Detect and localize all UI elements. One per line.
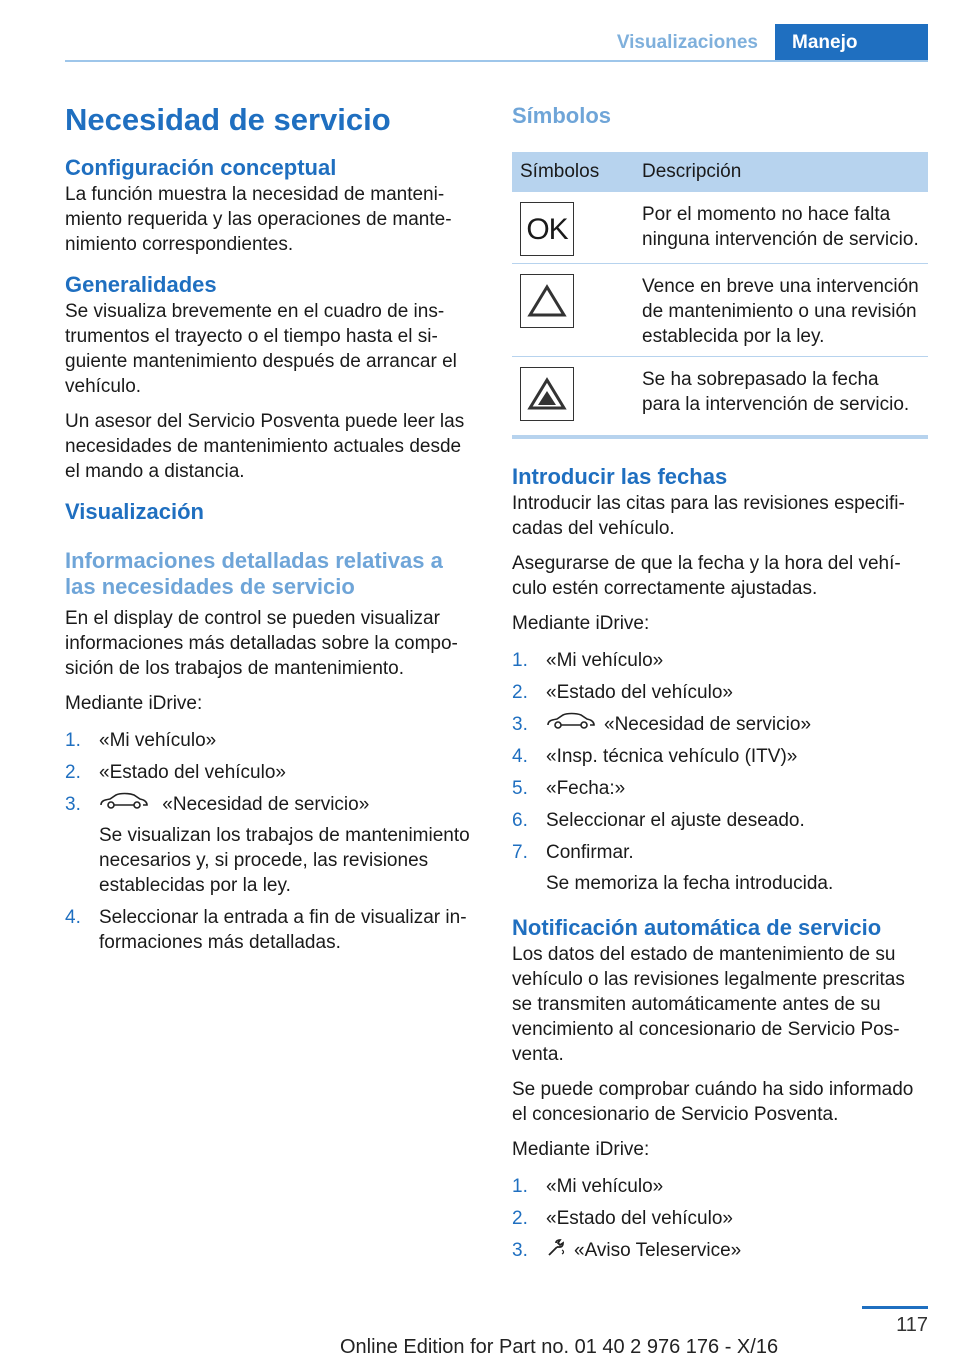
right-column	[512, 96, 928, 1271]
step-number: 5.	[512, 778, 528, 800]
step-number: 1.	[512, 1176, 528, 1198]
step-text: Seleccionar el ajuste deseado.	[546, 810, 805, 832]
symbols-heading: Símbolos	[512, 103, 612, 128]
warning-triangle-icon	[520, 274, 574, 328]
idrive-label-2: Mediante iDrive:	[512, 1139, 650, 1161]
step-text: «Mi vehículo»	[99, 730, 217, 751]
general-text-2: Un asesor del Servicio Posventa puede leer las necesidades de mantenimiento actuales desde el mando a distancia.	[65, 411, 465, 482]
step-number: 3.	[512, 714, 528, 735]
step-subtext: Se memoriza la fecha introducida.	[546, 873, 834, 895]
page-number: 117	[896, 1314, 928, 1336]
step-text: «Estado del vehículo»	[546, 682, 733, 703]
list-item	[512, 1174, 928, 1199]
description-cell: Por el momento no hace falta ninguna intervención de servicio.	[634, 192, 928, 264]
concept-text: La función muestra la necesidad de mantenimiento requerida y las operaciones de mantenimiento correspondientes.	[65, 184, 452, 255]
symbol-cell	[512, 192, 634, 264]
list-item	[65, 905, 479, 955]
step-number: 4.	[65, 907, 81, 929]
concept-heading: Configuración conceptual	[65, 155, 337, 180]
footer-rule	[862, 1306, 928, 1309]
notify-heading: Notificación automática de servicio	[512, 915, 882, 941]
general-heading: Generalidades	[65, 272, 217, 297]
header-rule	[65, 60, 928, 62]
step-text: «Mi vehículo»	[546, 650, 664, 671]
step-number: 2.	[65, 762, 81, 783]
list-item	[512, 712, 928, 737]
step-number: 3.	[512, 1240, 528, 1262]
overdue-triangle-icon	[520, 367, 574, 421]
list-item	[512, 1206, 928, 1231]
step-number: 3.	[65, 794, 81, 815]
list-item	[512, 1238, 928, 1263]
description-cell: Vence en breve una intervención de mantenimiento o una revisión establecida por la ley.	[634, 264, 928, 357]
step-number: 2.	[512, 682, 528, 703]
idrive-label: Mediante iDrive:	[512, 613, 650, 634]
list-item	[512, 744, 928, 769]
page-title: Necesidad de servicio	[65, 102, 391, 137]
symbols-table	[512, 152, 928, 439]
list-item	[512, 648, 928, 673]
step-number: 6.	[512, 810, 528, 832]
list-item	[512, 808, 928, 833]
list-item	[512, 840, 928, 896]
idrive-label: Mediante iDrive:	[65, 693, 203, 714]
dates-text-2: Asegurarse de que la fecha y la hora del vehículo estén correctamente ajustadas.	[512, 553, 901, 599]
step-number: 7.	[512, 842, 528, 864]
edition-footer: Online Edition for Part no. 01 40 2 976 176 - X/16	[340, 1336, 779, 1358]
table-row	[512, 357, 928, 438]
step-text: «Insp. técnica vehículo (ITV)»	[546, 746, 798, 768]
step-text: «Estado del vehículo»	[99, 762, 286, 783]
table-row	[512, 192, 928, 264]
symbol-cell	[512, 264, 634, 357]
table-header-row	[512, 152, 928, 192]
step-number: 1.	[512, 650, 528, 671]
col-header-symbols: Símbolos	[512, 152, 634, 192]
step-text: «Necesidad de servicio»	[604, 714, 812, 735]
step-subtext: Se visualizan los trabajos de mantenimiento necesarios y, si procede, las revisiones establecidas por la ley.	[99, 825, 470, 897]
step-text: «Necesidad de servicio»	[162, 794, 370, 815]
dates-text-1: Introducir las citas para las revisiones especificadas del vehículo.	[512, 493, 905, 539]
step-text: «Fecha:»	[546, 778, 626, 800]
list-item	[65, 760, 479, 785]
list-item	[512, 776, 928, 801]
header-tabs	[600, 24, 928, 62]
list-item	[65, 728, 479, 753]
step-text: «Estado del vehículo»	[546, 1208, 733, 1230]
date-steps-list	[512, 648, 928, 896]
list-item	[512, 680, 928, 705]
table-row	[512, 264, 928, 357]
step-text: «Mi vehículo»	[546, 1176, 664, 1198]
display-heading: Visualización	[65, 499, 204, 524]
general-text-1: Se visualiza brevemente en el cuadro de instrumentos el trayecto o el tiempo hasta el siguiente mantenimiento después de arrancar el vehículo.	[65, 301, 457, 397]
step-text: Seleccionar la entrada a fin de visualizar informaciones más detalladas.	[99, 907, 467, 954]
left-column	[65, 96, 479, 962]
notify-text-2: Se puede comprobar cuándo ha sido informado el concesionario de Servicio Posventa.	[512, 1079, 914, 1126]
ok-icon: OK	[520, 202, 574, 256]
dates-heading: Introducir las fechas	[512, 464, 728, 489]
details-text: En el display de control se pueden visualizar informaciones más detalladas sobre la composición de los trabajos de mantenimiento.	[65, 608, 458, 679]
description-cell: Se ha sobrepasado la fecha para la intervención de servicio.	[634, 357, 928, 438]
notify-steps-list	[512, 1174, 928, 1263]
notify-text-1: Los datos del estado de mantenimiento de su vehículo o las revisiones legalmente prescritas se transmiten automáticamente antes de su vencimiento al concesionario de Servicio Posventa.	[512, 944, 905, 1066]
steps-list	[65, 728, 479, 955]
details-heading: Informaciones detalladas relativas a las necesidades de servicio	[65, 548, 443, 599]
wrench-icon	[546, 1239, 566, 1264]
step-text: Confirmar.	[546, 842, 634, 864]
symbol-cell	[512, 357, 634, 438]
step-number: 4.	[512, 746, 528, 768]
tab-manejo[interactable]: Manejo	[775, 24, 928, 62]
step-number: 1.	[65, 730, 81, 751]
car-icon	[99, 792, 149, 817]
car-icon	[546, 712, 596, 737]
step-text: «Aviso Teleservice»	[574, 1240, 742, 1262]
list-item	[65, 792, 479, 898]
tab-visualizaciones[interactable]: Visualizaciones	[616, 32, 758, 53]
col-header-description: Descripción	[634, 152, 928, 192]
step-number: 2.	[512, 1208, 528, 1230]
